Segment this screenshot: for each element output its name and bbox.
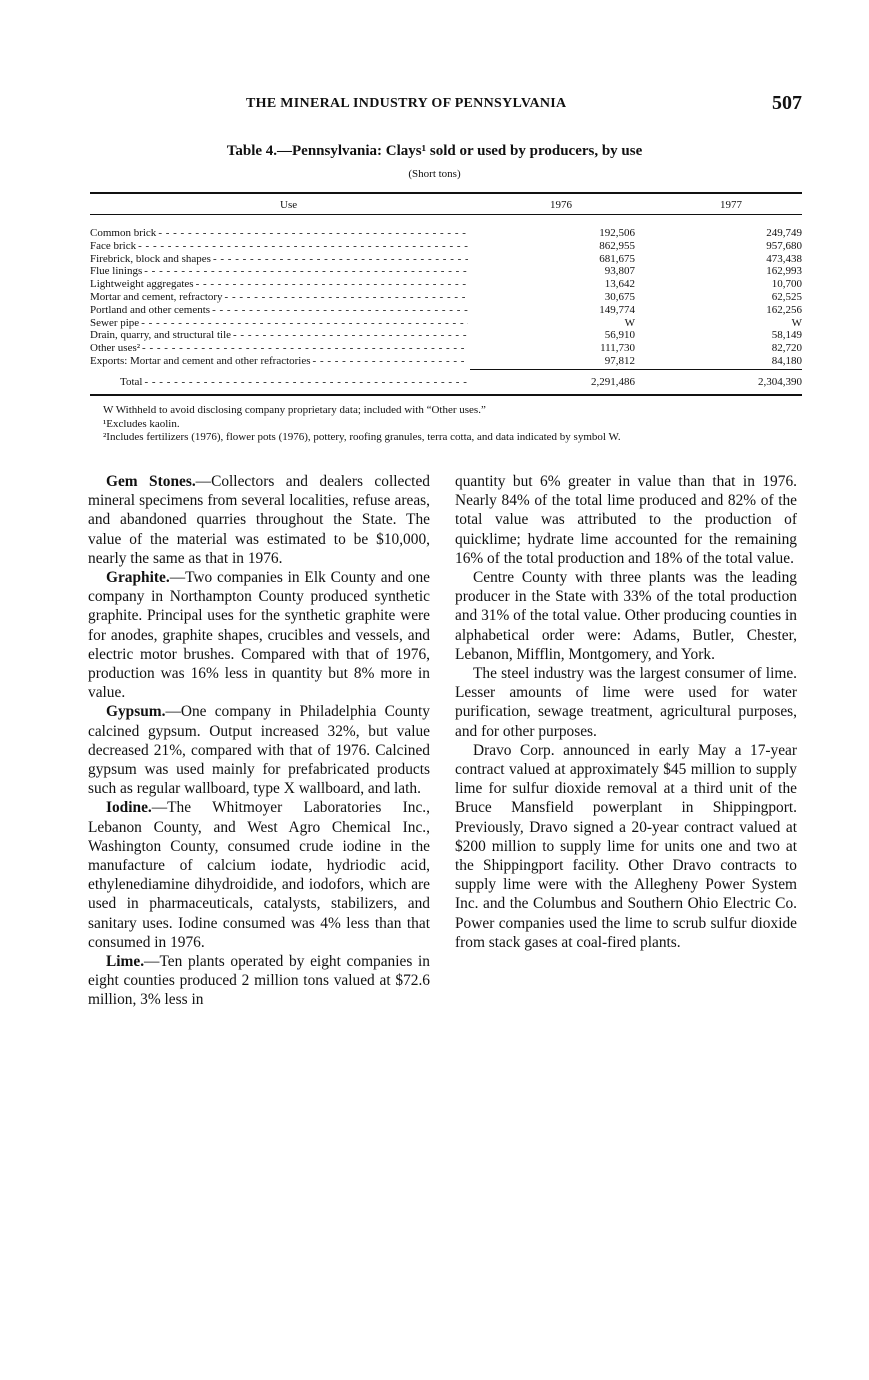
- row-1976: 56,910: [604, 329, 635, 342]
- table-header-row: [90, 194, 802, 214]
- row-1976: 192,506: [599, 227, 635, 239]
- row-use: Sewer pipe - - -: [90, 317, 468, 330]
- table-row: [90, 317, 802, 330]
- row-use: Common brick - - -: [90, 227, 468, 240]
- text-graphite: —Two companies in Elk County and one company in Northampton County produced synthetic graphite. Principal uses for the synthetic graphite were for anodes, graphite shapes, crucibles and vessels, and electric motor brushes. Compared with that of 1976, production was 16% less in quantity but 8% more in value.: [88, 569, 430, 702]
- text-gypsum: —One company in Philadelphia County calcined gypsum. Output increased 32%, but value decreased 21%, compared with that of 1976. Calcined gypsum was used mainly for prefabricated products such as regular wallboard, type X wallboard, and lath.: [88, 703, 430, 798]
- paragraph-gem-stones: [88, 472, 430, 568]
- row-1977: 10,700: [771, 278, 802, 291]
- table-row: [90, 329, 802, 342]
- table-row: [90, 291, 802, 304]
- row-1976: 93,807: [604, 265, 635, 278]
- row-use: Mortar and cement, refractory - - -: [90, 291, 468, 304]
- text-iodine: —The Whitmoyer Laboratories Inc., Lebanon County, and West Agro Chemical Inc., Washington County, consumed crude iodine in the manufacture of calcium iodate, hydriodic acid, ethylenediamine dihydroidide, and iodofors, which are used in pharmaceuticals, catalysts, stabilizers, and sanitary uses. Iodine consumed was 4% less than that consumed in 1976.: [88, 799, 430, 951]
- table-row: [90, 227, 802, 240]
- row-1977: 84,180: [771, 354, 802, 367]
- row-use: Portland and other cements - - -: [90, 304, 468, 317]
- paragraph-lime: [88, 952, 430, 1010]
- paragraph-gypsum: [88, 702, 430, 798]
- table-total-row: [90, 376, 802, 390]
- row-use: Lightweight aggregates - - -: [90, 278, 468, 291]
- row-1977: W: [791, 316, 802, 329]
- row-use: Firebrick, block and shapes - - -: [90, 253, 468, 266]
- running-head: [90, 92, 802, 116]
- text-lime: —Ten plants operated by eight companies in eight counties produced 2 million tons valued at $72.6 million, 3% less in: [88, 953, 430, 1009]
- row-1976: 862,955: [599, 239, 635, 252]
- text-column-right: [455, 472, 797, 952]
- column-header-use: Use: [280, 199, 298, 211]
- row-1976: W: [624, 316, 635, 329]
- clays-table: [90, 192, 802, 388]
- paragraph-graphite: [88, 568, 430, 702]
- row-use: Face brick - - -: [90, 240, 468, 253]
- row-1976: 681,675: [599, 252, 635, 265]
- row-use: Other uses² - - -: [90, 342, 468, 355]
- paragraph-steel-industry: The steel industry was the largest consumer of lime. Lesser amounts of lime were used for water purification, sewage treatment, agricultural purposes, and for other purposes.: [455, 665, 797, 740]
- heading-gypsum: Gypsum.: [106, 703, 166, 721]
- heading-iodine: Iodine.: [106, 799, 152, 817]
- row-use: Flue linings - - -: [90, 265, 468, 278]
- text-column-left: [88, 472, 430, 1010]
- row-1977: 82,720: [771, 342, 802, 355]
- row-1977: 162,256: [766, 303, 802, 316]
- column-header-1977: 1977: [720, 199, 742, 211]
- total-label: Total - - -: [90, 376, 468, 388]
- total-rule: [470, 369, 802, 370]
- row-1977: 249,749: [766, 227, 802, 239]
- page-number: 507: [772, 92, 802, 114]
- footnote-1: ¹Excludes kaolin.: [103, 417, 180, 430]
- table-row: [90, 265, 802, 278]
- table-body: [90, 215, 802, 368]
- table-row: [90, 355, 802, 368]
- table-row: [90, 240, 802, 253]
- table-title: Table 4.—Pennsylvania: Clays¹ sold or used by producers, by use: [226, 143, 643, 159]
- table-row: [90, 253, 802, 266]
- table-row: [90, 278, 802, 291]
- total-1976: 2,291,486: [591, 376, 635, 388]
- row-1976: 30,675: [604, 290, 635, 303]
- table-footnotes: [103, 404, 803, 445]
- row-1976: 97,812: [604, 354, 635, 367]
- row-1977: 162,993: [766, 265, 802, 278]
- paragraph-lime-continued: quantity but 6% greater in value than that in 1976. Nearly 84% of the total lime produced and 82% of the total value was attributed to the production of quicklime; hydrate lime accounted for the remaining 16% of the total production and 18% of the total value.: [455, 473, 797, 567]
- paragraph-centre-county: Centre County with three plants was the leading producer in the State with 33% of the total production and 31% of the total value. Other producing counties in alphabetical order were: Adams, Butler, Chester, Lebanon, Mifflin, Montgomery, and York.: [455, 569, 797, 663]
- row-1976: 111,730: [600, 342, 635, 355]
- row-1977: 62,525: [771, 290, 802, 303]
- running-title: THE MINERAL INDUSTRY OF PENNSYLVANIA: [246, 96, 567, 111]
- row-1977: 957,680: [766, 239, 802, 252]
- heading-lime: Lime.: [106, 953, 145, 971]
- total-1977: 2,304,390: [758, 376, 802, 388]
- row-1977: 473,438: [766, 252, 802, 265]
- table-row: [90, 342, 802, 355]
- row-1976: 13,642: [604, 278, 635, 291]
- row-1977: 58,149: [771, 329, 802, 342]
- row-1976: 149,774: [599, 303, 635, 316]
- table-row: [90, 304, 802, 317]
- text-gem-stones: —Collectors and dealers collected mineral specimens from several localities, refuse areas, and abandoned quarries throughout the State. The value of the material was estimated to be $10,000, nearly the same as that in 1976.: [88, 473, 430, 567]
- footnote-w: W Withheld to avoid disclosing company proprietary data; included with “Other uses.”: [103, 404, 486, 416]
- row-use: Drain, quarry, and structural tile - - -: [90, 329, 468, 342]
- heading-gem-stones: Gem Stones.: [106, 473, 196, 490]
- heading-graphite: Graphite.: [106, 569, 170, 587]
- column-header-1976: 1976: [550, 199, 572, 211]
- table-bottom-rule: [90, 394, 802, 396]
- row-use: Exports: Mortar and cement and other refractories - - -: [90, 355, 468, 368]
- table-subtitle: (Short tons): [408, 168, 461, 180]
- paragraph-dravo: Dravo Corp. announced in early May a 17-year contract valued at approximately $45 million to supply lime for sulfur dioxide removal at a third unit of the Bruce Mansfield powerplant in Shippingport. Previously, Dravo signed a 20-year contract valued at $200 million to supply lime for units one and two at the Shippingport facility. Other Dravo contracts to supply lime were with the Allegheny Power System Inc. and the Columbus and Southern Ohio Electric Co. Power companies used the lime to scrub sulfur dioxide from stack gases at coal-fired plants.: [455, 741, 797, 951]
- footnote-2: ²Includes fertilizers (1976), flower pots (1976), pottery, roofing granules, terra cotta, and data indicated by symbol W.: [103, 431, 621, 443]
- paragraph-iodine: [88, 798, 430, 952]
